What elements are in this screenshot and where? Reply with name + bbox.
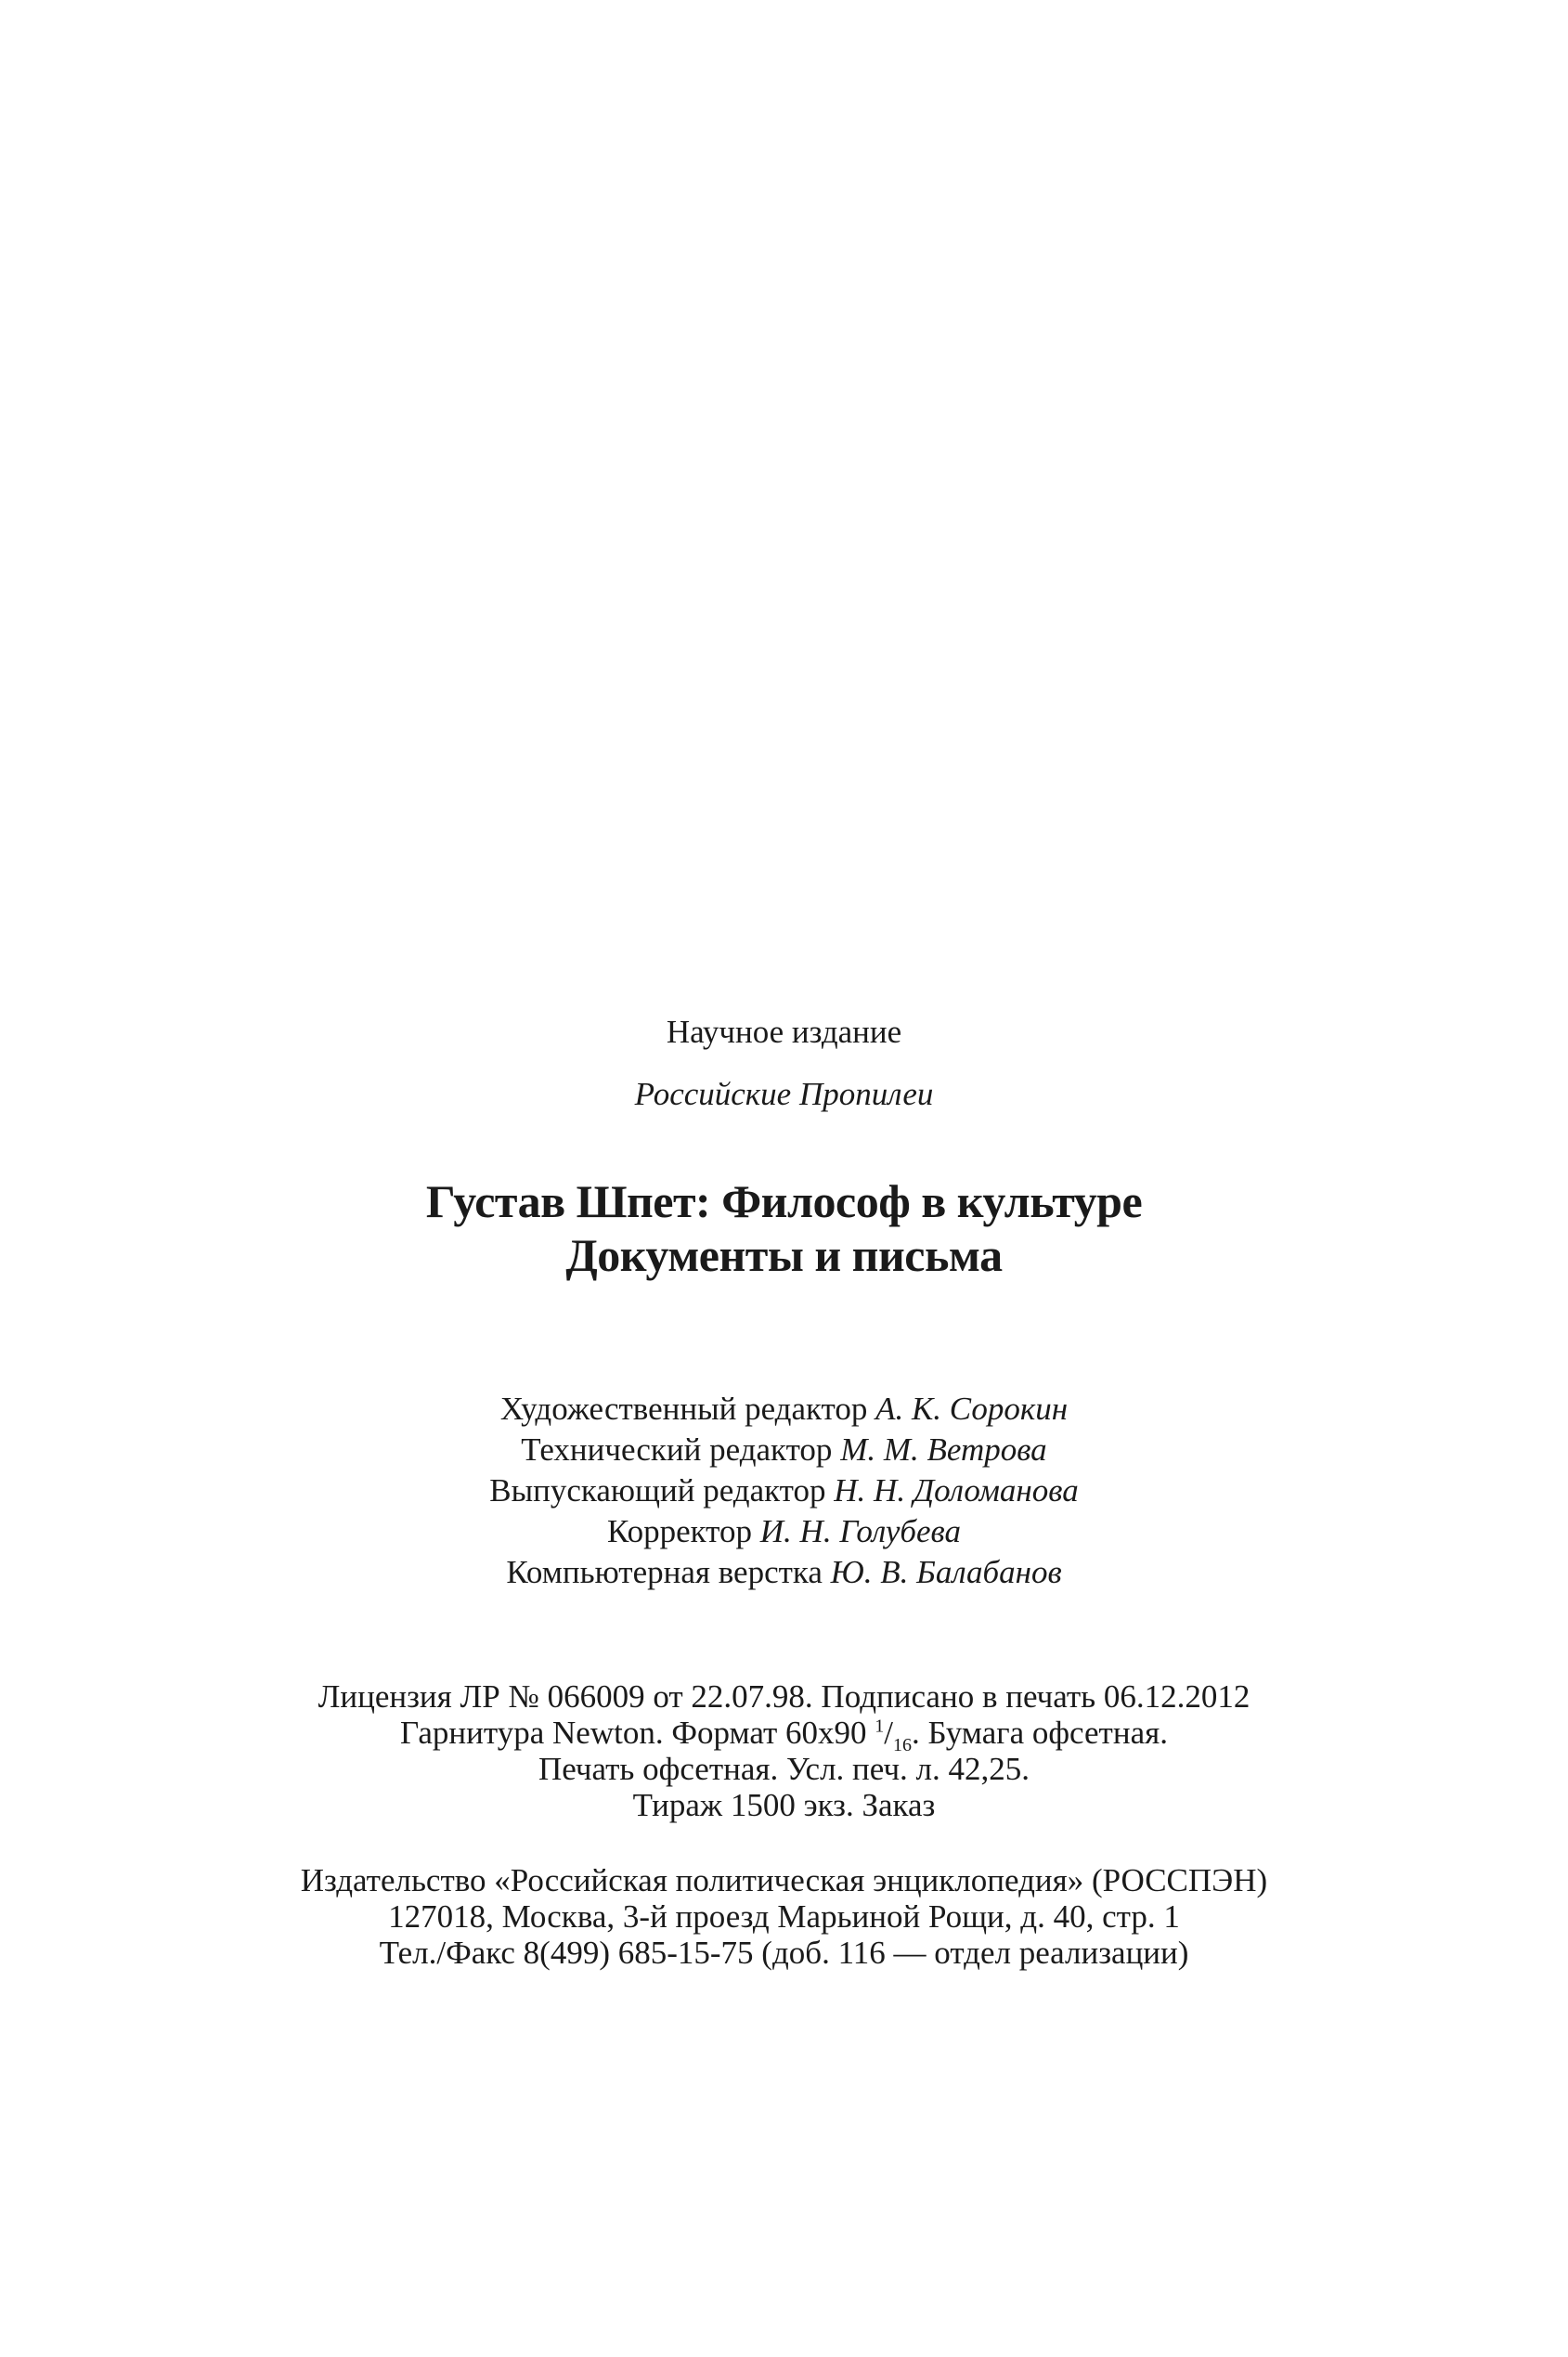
credit-person: А. К. Сорокин: [875, 1391, 1069, 1427]
typeface-prefix: Гарнитура Newton. Формат 60х90: [400, 1715, 867, 1751]
credit-role: Художественный редактор: [499, 1391, 868, 1427]
book-title-line-1: Густав Шпет: Философ в культуре: [425, 1175, 1143, 1227]
format-slash: /: [884, 1715, 894, 1751]
format-numerator: 1: [875, 1716, 885, 1737]
credit-person: М. М. Ветрова: [840, 1431, 1047, 1468]
credit-role: Корректор: [607, 1513, 753, 1549]
credit-role: Технический редактор: [521, 1431, 833, 1468]
credit-art-editor: [0, 1389, 1568, 1430]
credit-role: Компьютерная верстка: [506, 1554, 823, 1590]
credit-role: Выпускающий редактор: [489, 1472, 826, 1509]
credit-layout: [0, 1552, 1568, 1593]
publisher-phone: Тел./Факс 8(499) 685-15-75 (доб. 116 — отдел реализации): [379, 1935, 1189, 1971]
series-name: Российские Пропилеи: [634, 1076, 934, 1112]
publisher-name: Издательство «Российская политическая энциклопедия» (РОССПЭН): [300, 1862, 1268, 1898]
credit-technical-editor: [0, 1430, 1568, 1470]
credit-proofreader: [0, 1511, 1568, 1552]
print-line: Печать офсетная. Усл. печ. л. 42,25.: [538, 1751, 1030, 1787]
book-title-line-2: Документы и письма: [565, 1229, 1003, 1281]
credit-person: И. Н. Голубева: [759, 1513, 961, 1549]
publisher-address: 127018, Москва, 3-й проезд Марьиной Рощи, д. 40, стр. 1: [388, 1898, 1180, 1935]
run-line: Тираж 1500 экз. Заказ: [632, 1787, 936, 1823]
license-line: Лицензия ЛР № 066009 от 22.07.98. Подписано в печать 06.12.2012: [317, 1678, 1251, 1715]
typeface-format-line: [0, 1713, 1568, 1754]
format-denominator: 16: [893, 1735, 913, 1755]
credit-release-editor: [0, 1470, 1568, 1511]
publication-type: Научное издание: [666, 1014, 902, 1050]
credit-person: Н. Н. Доломанова: [834, 1472, 1079, 1509]
typeface-suffix: . Бумага офсетная.: [912, 1715, 1168, 1751]
credit-person: Ю. В. Балабанов: [830, 1554, 1062, 1590]
